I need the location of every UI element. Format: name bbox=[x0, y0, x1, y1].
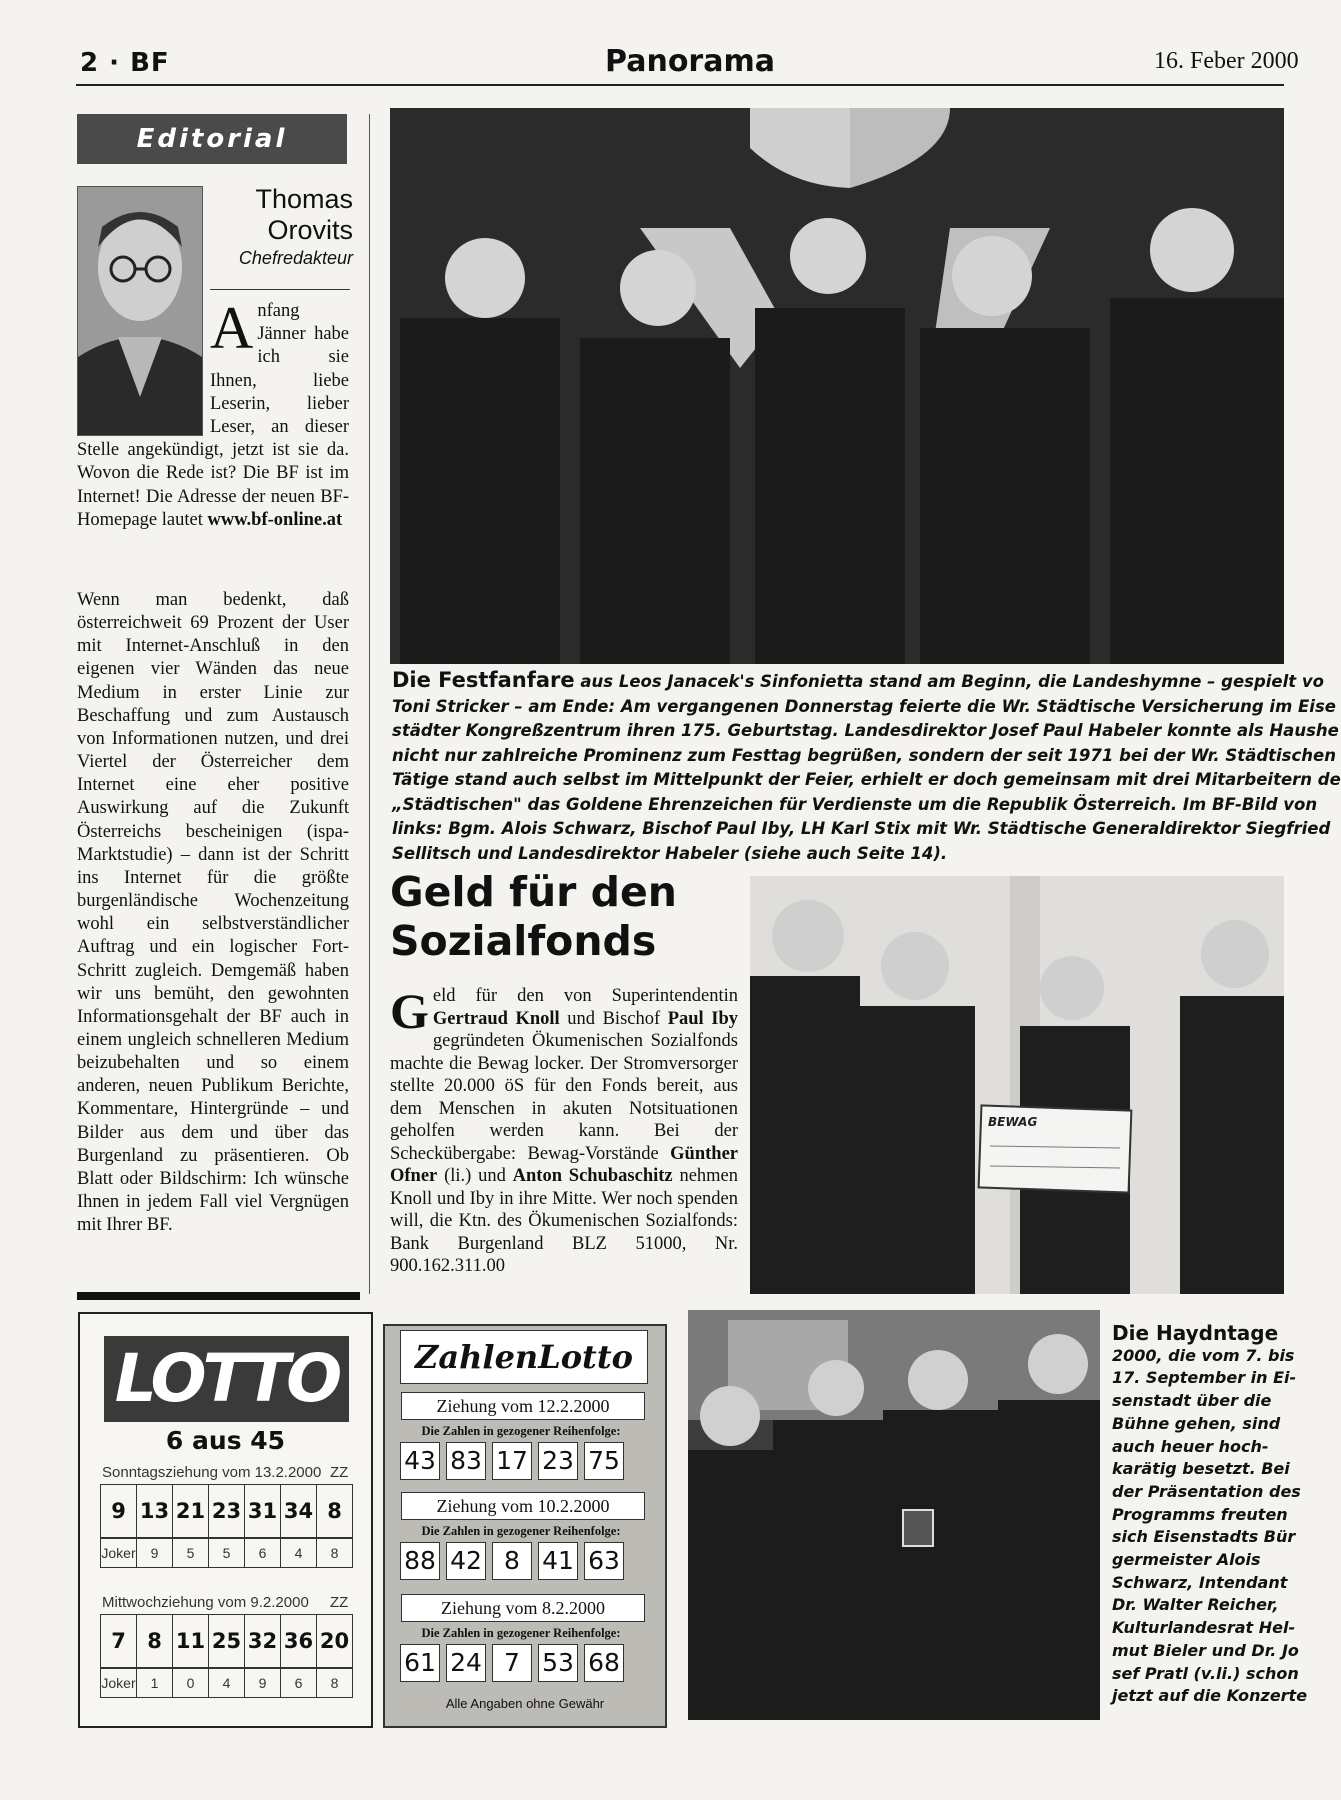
lotto-logo: LOTTO bbox=[104, 1336, 349, 1422]
zz-label-2: ZZ bbox=[330, 1594, 349, 1611]
zahlenlotto-number: 17 bbox=[492, 1442, 532, 1480]
joker-digit: 9 bbox=[245, 1669, 281, 1698]
issue-date: 16. Feber 2000 bbox=[1154, 48, 1299, 74]
lotto-number: 7 bbox=[101, 1615, 137, 1668]
lotto-number: 21 bbox=[173, 1485, 209, 1538]
zahlenlotto-numbers-2 bbox=[400, 1542, 624, 1580]
lotto-number: 25 bbox=[209, 1615, 245, 1668]
section-title: Panorama bbox=[605, 44, 775, 79]
sozialfonds-photo bbox=[750, 876, 1284, 1294]
joker-digit: 6 bbox=[281, 1669, 317, 1698]
lotto-number: 13 bbox=[137, 1485, 173, 1538]
lotto-number: 36 bbox=[281, 1615, 317, 1668]
joker-digit: 4 bbox=[281, 1539, 317, 1568]
editorial-divider bbox=[210, 289, 350, 290]
joker-label: Joker bbox=[101, 1539, 137, 1568]
author-name: Thomas Orovits bbox=[255, 184, 353, 245]
festfanfare-photo bbox=[390, 108, 1284, 664]
joker-table-1 bbox=[100, 1538, 353, 1568]
zahlenlotto-number: 88 bbox=[400, 1542, 440, 1580]
zahlenlotto-number: 24 bbox=[446, 1644, 486, 1682]
joker-digit: 4 bbox=[209, 1669, 245, 1698]
lotto-number: 8 bbox=[137, 1615, 173, 1668]
haydntage-caption: Die Haydntage 2000, die vom 7. bis 17. September in Ei- senstadt über die Bühne gehen, sind auch heuer hoch- karätig besetzt. Bei der Präsentation des Programms freuten sich Eisenstadts Bür germeister Alois Schwarz, Intendant Dr. Walter Reicher, Kulturlandesrat Hel- mut Bieler und Dr. Jo sef Pratl (v.li.) schon jetzt auf die Konzerte bbox=[1112, 1321, 1308, 1706]
zahlenlotto-draw-label-3: Ziehung vom 8.2.2000 bbox=[401, 1594, 645, 1622]
joker-digit: 8 bbox=[317, 1669, 353, 1698]
zahlenlotto-subtitle: Die Zahlen in gezogener Reihenfolge: bbox=[421, 1626, 621, 1640]
zahlenlotto-disclaimer: Alle Angaben ohne Gewähr bbox=[445, 1696, 605, 1711]
zahlenlotto-number: 7 bbox=[492, 1644, 532, 1682]
zahlenlotto-numbers-1 bbox=[400, 1442, 624, 1480]
zahlenlotto-subtitle: Die Zahlen in gezogener Reihenfolge: bbox=[421, 1524, 621, 1538]
zahlenlotto-number: 23 bbox=[538, 1442, 578, 1480]
editorial-bottom-bar bbox=[77, 1292, 360, 1300]
zahlenlotto-subtitle: Die Zahlen in gezogener Reihenfolge: bbox=[421, 1424, 621, 1438]
zahlenlotto-number: 61 bbox=[400, 1644, 440, 1682]
lotto-numbers-table-2 bbox=[100, 1614, 353, 1668]
joker-digit: 5 bbox=[209, 1539, 245, 1568]
zahlenlotto-number: 53 bbox=[538, 1644, 578, 1682]
zahlenlotto-number: 41 bbox=[538, 1542, 578, 1580]
zahlenlotto-number: 43 bbox=[400, 1442, 440, 1480]
sozialfonds-body: Geld für den von Superintendentin Gertraud Knoll und Bischof Paul Iby gegründeten Ökumenischen Sozialfonds machte die Bewag locker. Der Stromversorger stellte 20.000 öS für den Fonds bereit, aus dem Menschen in akuten Notsituationen geholfen werden kann. Bei der Scheckübergabe: Bewag-Vorstände Günther Ofner (li.) und Anton Schubaschitz nehmen Knoll und Iby in ihre Mitte. Wer noch spenden will, die Ktn. des Ökumenischen Sozialfonds: Bank Burgenland BLZ 51000, Nr. 900.162.311.00 bbox=[390, 983, 739, 1276]
lotto-subtitle: 6 aus 45 bbox=[165, 1426, 286, 1455]
editorial-paragraph-2: Wenn man bedenkt, daß österreichweit 69 Prozent der User mit Internet-Anschluß in den eigenen vier Wänden das neue Medium in erster Linie zur Beschaffung und zum Austausch von Informationen nutzen, und drei Viertel der Österreicher dem Internet eine eher positive Auswirkung auf die Zukunft Österreichs bescheinigen (ispa-Marktstudie) – dann ist der Schritt ins Internet für die größte burgenländische Wochenzeitung wohl ein selbstverständlicher Auftrag und ein logischer Fort-Schritt zugleich. Demgemäß haben wir uns bemüht, den gewohnten Informationsgehalt der BF auch in einem ungleich schnelleren Medium beizubehalten und so einem anderen, neuen Publikum Berichte, Kommentare, Hintergründe – und Bilder aus dem und über das Burgenland zu präsentieren. Ob Blatt oder Bildschirm: Ich wünsche Ihnen in jedem Fall viel Vergnügen mit Ihrer BF. bbox=[77, 590, 349, 1236]
check-label: BEWAG bbox=[988, 1115, 1038, 1129]
lotto-draw-label-2: Mittwochziehung vom 9.2.2000 bbox=[102, 1594, 309, 1611]
zahlenlotto-numbers-3 bbox=[400, 1644, 624, 1682]
zahlenlotto-logo: ZahlenLotto bbox=[400, 1330, 648, 1384]
lotto-draw-label-1: Sonntagsziehung vom 13.2.2000 bbox=[102, 1464, 322, 1481]
joker-label: Joker bbox=[101, 1669, 137, 1698]
editorial-paragraph-1: A nfang Jänner habe ich sie Ihnen, liebe Leserin, lieber Leser, an dieser Stelle angekündigt, jetzt ist sie da. Wovon die Rede ist? Die BF ist im Internet! Die Adresse der neuen BF-Homepage lautet www.bf-online.at bbox=[77, 295, 349, 530]
lotto-numbers-table-1 bbox=[100, 1484, 353, 1538]
zahlenlotto-number: 42 bbox=[446, 1542, 486, 1580]
joker-digit: 1 bbox=[137, 1669, 173, 1698]
homepage-link[interactable]: www.bf-online.at bbox=[207, 509, 343, 530]
festfanfare-caption: Die Festfanfare aus Leos Janacek's Sinfonietta stand am Beginn, die Landeshymne – gespielt vo Toni Stricker – am Ende: Am vergangenen Donnerstag feierte die Wr. Städtische Versicherung im Eise städter Kongreßzentrum ihren 175. Geburtstag. Landesdirektor Josef Paul Habeler konnte als Haushe nicht nur zahlreiche Prominenz zum Festtag begrüßen, sondern der seit 1971 bei der Wr. Städtischen Tätige stand auch selbst im Mittelpunkt der Feier, erhielt er doch gemeinsam mit drei Mitarbeitern de „Städtischen" das Goldene Ehrenzeichen für Verdienste um die Republik Österreich. Im BF-Bild von links: Bgm. Alois Schwarz, Bischof Paul Iby, LH Karl Stix mit Wr. Städtische Generaldirektor Siegfried Sellitsch und Landesdirektor Habeler (siehe auch Seite 14). bbox=[392, 668, 1341, 863]
page-number: 2 · BF bbox=[80, 48, 170, 78]
zahlenlotto-number: 68 bbox=[584, 1644, 624, 1682]
lotto-number: 32 bbox=[245, 1615, 281, 1668]
joker-digit: 9 bbox=[137, 1539, 173, 1568]
haydntage-photo bbox=[688, 1310, 1100, 1720]
zz-label-1: ZZ bbox=[330, 1464, 349, 1481]
zahlenlotto-number: 75 bbox=[584, 1442, 624, 1480]
lotto-number: 34 bbox=[281, 1485, 317, 1538]
drop-cap: G bbox=[390, 983, 429, 1039]
zahlenlotto-number: 63 bbox=[584, 1542, 624, 1580]
author-role: Chefredakteur bbox=[238, 248, 353, 268]
lotto-zusatzzahl: 20 bbox=[317, 1615, 353, 1668]
lotto-number: 9 bbox=[101, 1485, 137, 1538]
zahlenlotto-number: 83 bbox=[446, 1442, 486, 1480]
column-divider bbox=[369, 114, 370, 1294]
editorial-label: Editorial bbox=[77, 114, 347, 164]
joker-digit: 8 bbox=[317, 1539, 353, 1568]
drop-cap: A bbox=[210, 295, 254, 361]
joker-digit: 6 bbox=[245, 1539, 281, 1568]
zahlenlotto-draw-label-1: Ziehung vom 12.2.2000 bbox=[401, 1392, 645, 1420]
lotto-zusatzzahl: 8 bbox=[317, 1485, 353, 1538]
bewag-check bbox=[979, 1105, 1132, 1192]
zahlenlotto-draw-label-2: Ziehung vom 10.2.2000 bbox=[401, 1492, 645, 1520]
joker-table-2 bbox=[100, 1668, 353, 1698]
joker-digit: 5 bbox=[173, 1539, 209, 1568]
sozialfonds-headline: Geld für den Sozialfonds bbox=[390, 868, 677, 965]
lotto-number: 11 bbox=[173, 1615, 209, 1668]
zahlenlotto-number: 8 bbox=[492, 1542, 532, 1580]
caption-lead: Die Festfanfare bbox=[392, 668, 575, 692]
lotto-number: 23 bbox=[209, 1485, 245, 1538]
lotto-number: 31 bbox=[245, 1485, 281, 1538]
header-rule bbox=[76, 84, 1284, 86]
haydntage-lead: Die Haydntage bbox=[1112, 1321, 1279, 1345]
joker-digit: 0 bbox=[173, 1669, 209, 1698]
